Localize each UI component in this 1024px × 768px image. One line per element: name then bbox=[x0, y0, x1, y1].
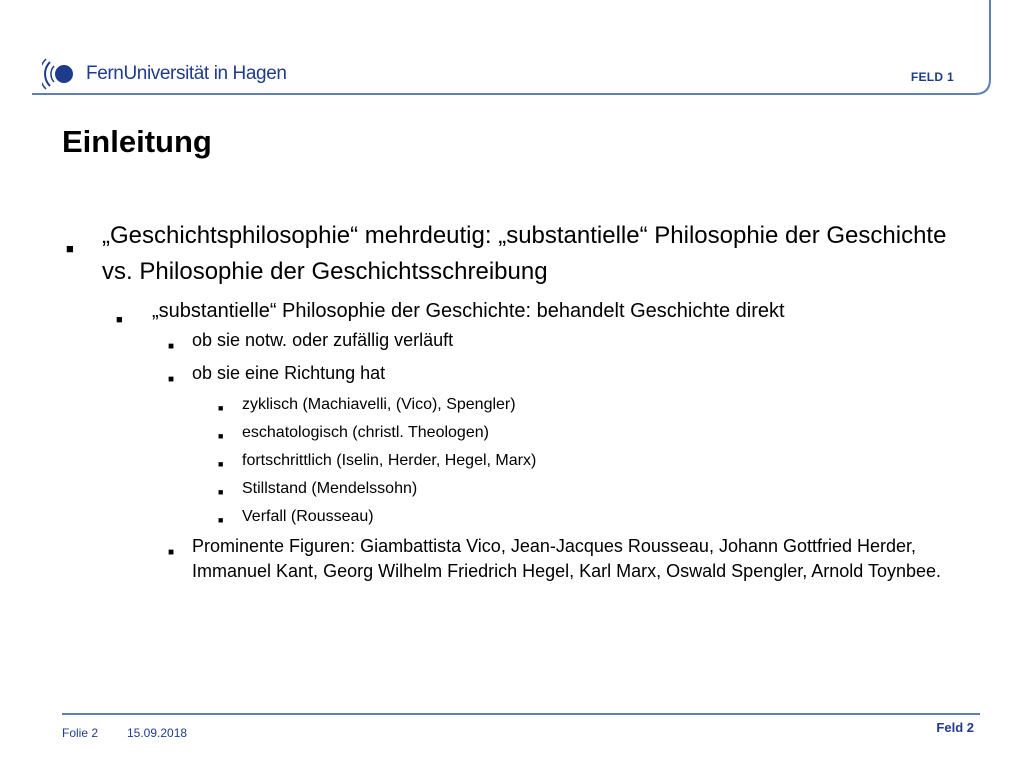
bullet-text: ob sie notw. oder zufällig verläuft bbox=[192, 330, 454, 350]
bullet-level-3 bbox=[164, 534, 982, 584]
bullet-level-3 bbox=[164, 361, 982, 386]
slide-title: Einleitung bbox=[62, 124, 212, 159]
bullet-text: „Geschichtsphilosophie“ mehrdeutig: „substantielle“ Philosophie der Geschichte vs. Philosophie der Geschichtsschreibung bbox=[102, 222, 947, 285]
slide-date: 15.09.2018 bbox=[127, 726, 188, 740]
square-bullet-icon: ■ bbox=[116, 314, 123, 326]
bullet-text: Stillstand (Mendelssohn) bbox=[242, 480, 418, 497]
slide-content bbox=[62, 218, 982, 592]
square-bullet-icon: ■ bbox=[218, 515, 224, 525]
header-field-label: FELD 1 bbox=[910, 70, 954, 84]
footer-divider bbox=[62, 713, 980, 715]
bullet-text: ob sie eine Richtung hat bbox=[192, 363, 386, 383]
square-bullet-icon: ■ bbox=[218, 459, 224, 469]
bullet-text: Prominente Figuren: Giambattista Vico, Jean-Jacques Rousseau, Johann Gottfried Herder, Immanuel Kant, Georg Wilhelm Friedrich Hegel, Karl Marx, Oswald Spengler, Arnold Toynbee. bbox=[192, 536, 942, 581]
square-bullet-icon: ■ bbox=[218, 487, 224, 497]
bullet-level-3 bbox=[164, 328, 982, 353]
list-item bbox=[216, 394, 982, 415]
bullet-text: „substantielle“ Philosophie der Geschichte: behandelt Geschichte direkt bbox=[152, 300, 785, 322]
square-bullet-icon: ■ bbox=[168, 374, 175, 385]
fernuni-logo-icon bbox=[42, 54, 82, 94]
square-bullet-icon: ■ bbox=[218, 403, 224, 413]
square-bullet-icon: ■ bbox=[168, 341, 175, 352]
square-bullet-icon: ■ bbox=[168, 547, 175, 558]
bullet-level-2 bbox=[102, 296, 982, 326]
list-item bbox=[216, 478, 982, 499]
bullet-text: zyklisch (Machiavelli, (Vico), Spengler) bbox=[242, 396, 516, 413]
bullet-text: Verfall (Rousseau) bbox=[242, 508, 374, 525]
slide-number: Folie 2 bbox=[62, 726, 99, 740]
bullet-text: eschatologisch (christl. Theologen) bbox=[242, 424, 489, 441]
bullet-level-1 bbox=[62, 218, 982, 290]
footer-field-label: Feld 2 bbox=[936, 720, 974, 735]
list-item bbox=[216, 450, 982, 471]
bullet-text: fortschrittlich (Iselin, Herder, Hegel, Marx) bbox=[242, 452, 537, 469]
logo-text: FernUniversität in Hagen bbox=[86, 63, 287, 84]
list-item bbox=[216, 506, 982, 527]
square-bullet-icon: ■ bbox=[218, 431, 224, 441]
university-logo bbox=[42, 54, 287, 94]
square-bullet-icon: ■ bbox=[66, 241, 74, 256]
list-item bbox=[216, 422, 982, 443]
